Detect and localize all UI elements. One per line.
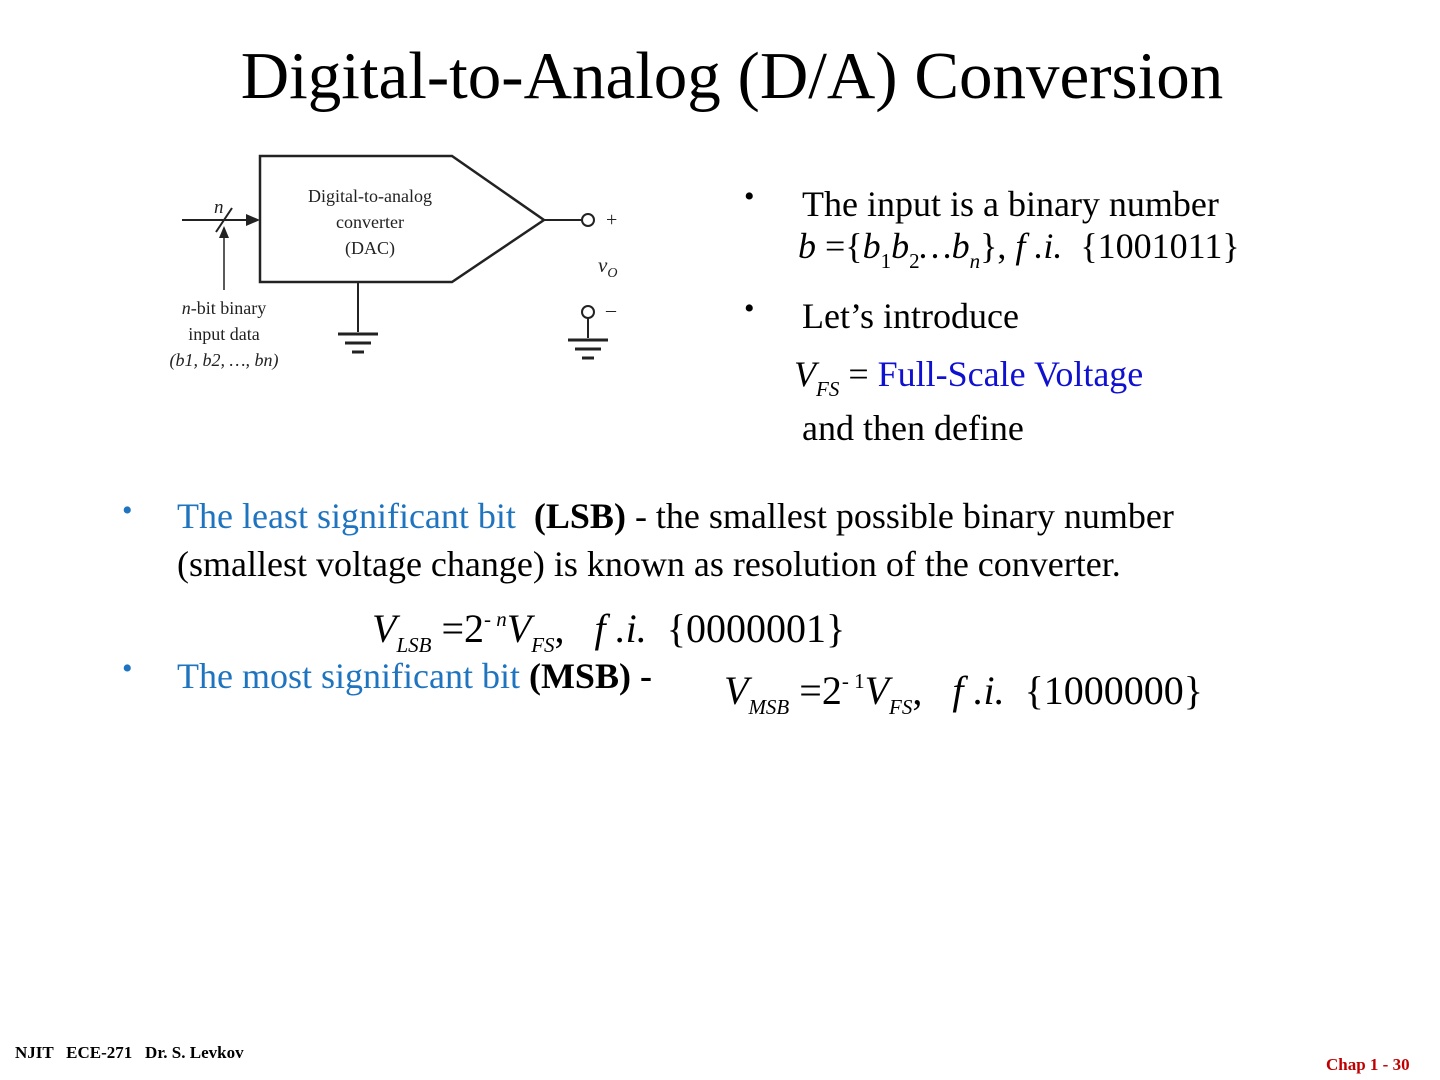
then-define-text: and then define: [802, 408, 1024, 448]
bullet-marker: •: [122, 494, 133, 527]
dac-ground-symbol: [338, 334, 378, 352]
bus-width-label: n: [214, 197, 224, 218]
bullet-introduce: Let’s introduce: [802, 296, 1019, 336]
full-scale-voltage-term: Full-Scale Voltage: [877, 354, 1144, 394]
lsb-term: The least significant bit: [177, 496, 516, 536]
lsb-line1: [177, 496, 1174, 536]
output-voltage-label: $v_O$: [598, 253, 618, 281]
plus-terminal-label: +: [606, 209, 618, 231]
bullet-marker: •: [744, 180, 755, 213]
dac-label-line2: converter: [336, 212, 404, 232]
input-bus-arrowhead: [246, 214, 260, 226]
output-plus-terminal: [582, 214, 594, 226]
msb-abbrev: (MSB) -: [528, 656, 652, 696]
lsb-abbrev: (LSB): [533, 496, 626, 536]
dac-label-line1: Digital-to-analog: [308, 186, 432, 206]
msb-formula: $V_{MSB} =2^{- 1}V_{FS}$, f .i. {1000000}: [724, 668, 1203, 719]
bullet-marker: •: [122, 652, 133, 685]
output-minus-terminal: [582, 306, 594, 318]
lsb-desc-line1: - the smallest possible binary number: [634, 496, 1174, 536]
right-ground-symbol: [568, 340, 608, 358]
footer-page-number: Chap 1 - 30: [1326, 1055, 1410, 1074]
caption-pointer-arrowhead: [219, 226, 229, 238]
input-caption-line3: (b1, b2, …, bn): [169, 350, 279, 370]
msb-line: [177, 656, 652, 696]
dac-diagram: [152, 150, 628, 386]
dac-label-line3: (DAC): [345, 238, 395, 258]
lsb-desc-line2: (smallest voltage change) is known as resolution of the converter.: [177, 544, 1121, 584]
lsb-formula: $V_{LSB} =2^{- n}V_{FS}$, f .i. {0000001}: [372, 606, 846, 657]
bullet-marker: •: [744, 292, 755, 325]
input-caption-line2: input data: [188, 324, 260, 344]
binary-number-formula: $b =\{b_1b_2\dots b_n\}$, f .i. {1001011}: [798, 226, 1240, 273]
msb-term: The most significant bit: [177, 656, 520, 696]
bullet-input-binary: The input is a binary number: [802, 184, 1219, 224]
input-caption-line1: n-bit binary: [181, 298, 267, 318]
footer-course-info: NJIT ECE-271 Dr. S. Levkov: [15, 1043, 244, 1062]
slide-title: Digital-to-Analog (D/A) Conversion: [240, 39, 1224, 113]
vfs-definition: $V_{FS}$ = Full-Scale Voltage: [794, 354, 1144, 401]
minus-terminal-label: –: [606, 299, 616, 321]
